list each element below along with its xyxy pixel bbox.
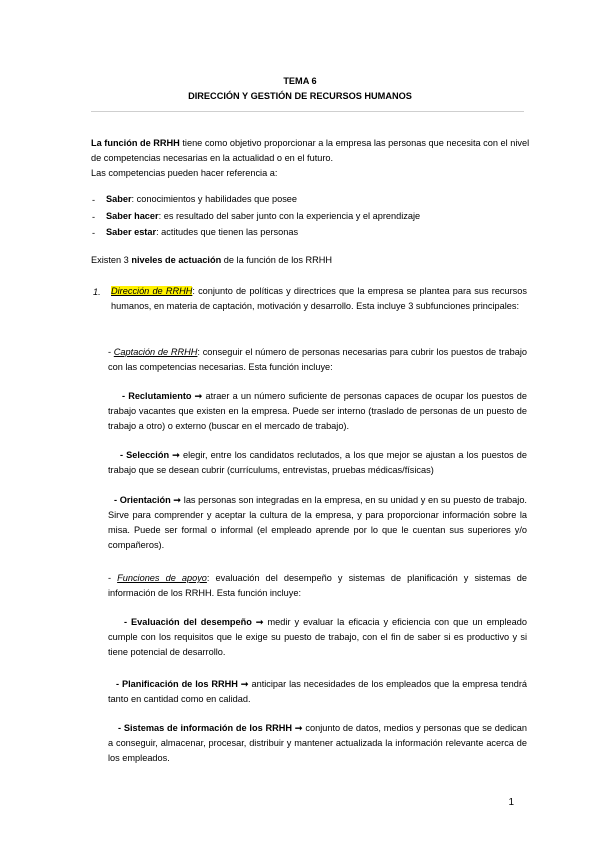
evaluacion-text: medir y evaluar la eficacia y eficiencia con que un empleado cumple con los requisitos que le exige su puesto de trabajo, con el fin de saber si es productivo y si tiene potencial de desarrollo.	[108, 617, 527, 657]
direccion-paragraph	[111, 284, 527, 314]
orientacion-paragraph	[108, 493, 527, 553]
arrow-icon: ➞	[169, 450, 184, 460]
seleccion-text: elegir, entre los candidatos reclutados, a los que mejor se ajustan a los puestos de trabajo que se desean cubrir (currículums, entrevistas, pruebas médicas/físicas)	[108, 450, 527, 475]
apoyo-label: Funciones de apoyo	[117, 573, 207, 583]
list-item-text: : conocimientos y habilidades que posee	[131, 194, 298, 204]
intro-paragraph	[91, 136, 531, 181]
evaluacion-bold: - Evaluación del desempeño	[124, 617, 252, 627]
niveles-bold: niveles de actuación	[131, 255, 222, 265]
niveles-post: de la función de los RRHH	[221, 255, 333, 265]
orientacion-bold: - Orientación	[114, 495, 171, 505]
list-item-text: : actitudes que tienen las personas	[156, 227, 299, 237]
seleccion-bold: - Selección	[120, 450, 170, 460]
planificacion-paragraph	[108, 677, 527, 707]
reclutamiento-paragraph	[108, 389, 527, 434]
list-dash: -	[92, 212, 96, 222]
sistemas-paragraph	[108, 721, 527, 766]
apoyo-dash: -	[108, 573, 118, 583]
direccion-label: Dirección de RRHH	[111, 286, 193, 296]
list-dash: -	[92, 195, 96, 205]
evaluacion-paragraph	[108, 615, 527, 660]
planificacion-bold: - Planificación de los RRHH	[116, 679, 238, 689]
list-item	[106, 225, 298, 240]
direccion-text: : conjunto de políticas y directrices que la empresa se plantea para sus recursos humanos, en materia de captación, motivación y desarrollo. Esta incluye 3 subfunciones principales:	[111, 286, 527, 311]
niveles-pre: Existen 3	[91, 255, 132, 265]
captacion-dash: -	[108, 347, 114, 357]
orientacion-text: las personas son integradas en la empresa, en su unidad y en su puesto de trabajo. Sirve para comprender y aceptar la cultura de la empresa, y para proporcionar información sobre la misa. Puede ser formal o informal (el empleado aprende por lo que le cuentan sus superiores y/o compañeros).	[108, 495, 527, 550]
reclutamiento-text: atraer a un número suficiente de personas capaces de ocupar los puestos de trabajo vacantes que existen en la empresa. Puede ser interno (traslado de personas de un puesto de trabajo a otro) o externo (buscar en el mercado de trabajo).	[108, 391, 527, 431]
apoyo-text: : evaluación del desempeño y sistemas de planificación y sistemas de información de los RRHH. Esta función incluye:	[108, 573, 527, 598]
seleccion-paragraph	[108, 448, 527, 478]
list-item-bold: Saber estar	[106, 227, 157, 237]
captacion-paragraph	[108, 345, 527, 375]
list-item-text: : es resultado del saber junto con la experiencia y el aprendizaje	[158, 211, 421, 221]
planificacion-text: anticipar las necesidades de los empleados que la empresa tendrá tanto en cantidad como en calidad.	[108, 679, 527, 704]
captacion-text: : conseguir el número de personas necesarias para cubrir los puestos de trabajo con las competencias necesarias. Esta función incluye:	[108, 347, 527, 372]
topic-number: TEMA 6	[283, 76, 317, 86]
arrow-icon: ➞	[237, 679, 252, 689]
list-item	[106, 209, 420, 224]
page-title: DIRECCIÓN Y GESTIÓN DE RECURSOS HUMANOS	[188, 91, 412, 101]
page-number: 1	[508, 797, 514, 808]
arrow-icon: ➞	[251, 617, 268, 627]
arrow-icon: ➞	[191, 391, 206, 401]
arrow-icon: ➞	[170, 495, 184, 505]
intro-text: tiene como objetivo proporcionar a la empresa las personas que necesita con el nivel de competencias necesarias en la actualidad o en el futuro.	[91, 138, 530, 163]
reclutamiento-bold: - Reclutamiento	[122, 391, 192, 401]
sistemas-bold: - Sistemas de información de los RRHH	[118, 723, 293, 733]
arrow-icon: ➞	[292, 723, 306, 733]
title-divider	[91, 111, 524, 112]
niveles-line	[91, 253, 531, 268]
apoyo-paragraph	[108, 571, 527, 601]
intro-bold: La función de RRHH	[91, 138, 180, 148]
list-item-bold: Saber hacer	[106, 211, 159, 221]
list-dash: -	[92, 228, 96, 238]
sistemas-text: conjunto de datos, medios y personas que se dedican a conseguir, almacenar, procesar, distribuir y mantener actualizada la información relevante acerca de los empleados.	[108, 723, 527, 763]
item-number: 1.	[93, 287, 101, 297]
intro-line3: Las competencias pueden hacer referencia a:	[91, 168, 278, 178]
captacion-label: Captación de RRHH	[113, 347, 198, 357]
list-item	[106, 192, 297, 207]
list-item-bold: Saber	[106, 194, 132, 204]
